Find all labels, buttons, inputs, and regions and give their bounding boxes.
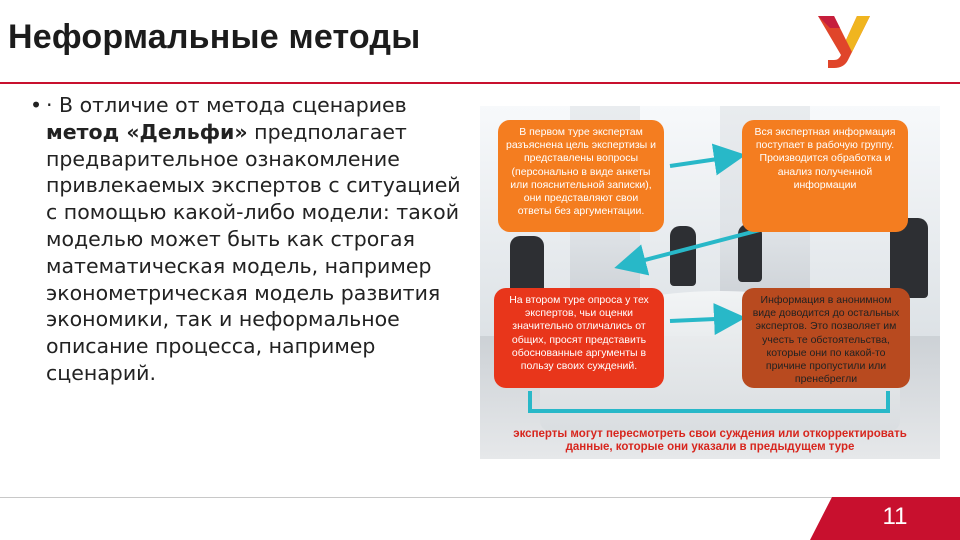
body-lead: · В отличие от метода сценариев [46,93,407,117]
method-name: метод «Дельфи» [46,119,248,144]
feedback-caption: эксперты могут пересмотреть свои суждения или откорректировать данные, которые они указали в предыдущем туре [513,428,907,453]
body-text [30,92,470,387]
slide-title: Неформальные методы [8,18,421,56]
arrow-right-1 [670,156,738,166]
arrow-left-diagonal [622,226,775,266]
step-box-3: На втором туре опроса у тех экспертов, чьи оценки значительно отличались от общих, просят представить обоснованные аргументы в пользу своих суждений. [494,288,664,388]
university-logo-icon [812,10,874,72]
feedback-bracket [530,391,888,411]
title-underline [0,82,960,84]
arrow-right-2 [670,318,738,321]
body-paragraph [46,92,470,387]
step-box-4: Информация в анонимном виде доводится до остальных экспертов. Это позволяет им учесть те обстоятельства, которые они по какой-то причине пропустили или пренебрегли [742,288,910,388]
step-box-2: Вся экспертная информация поступает в рабочую группу. Производится обработка и анализ полученной информации [742,120,908,232]
body-rest: предполагает предварительное ознакомление привлекаемых экспертов с ситуацией с помощью какой-либо модели: такой моделью может быть как строгая математическая модель, например эконометрическая модель развития экономики, так и неформальное описание процесса, например сценарий. [46,119,461,385]
delphi-method-diagram [480,106,940,459]
step-box-1: В первом туре экспертам разъяснена цель экспертизы и представлены вопросы (персонально в виде анкеты или пояснительной записки), они представляют свои ответы без аргументации. [498,120,664,232]
bullet: • [30,93,43,117]
page-number: 11 [882,503,908,530]
